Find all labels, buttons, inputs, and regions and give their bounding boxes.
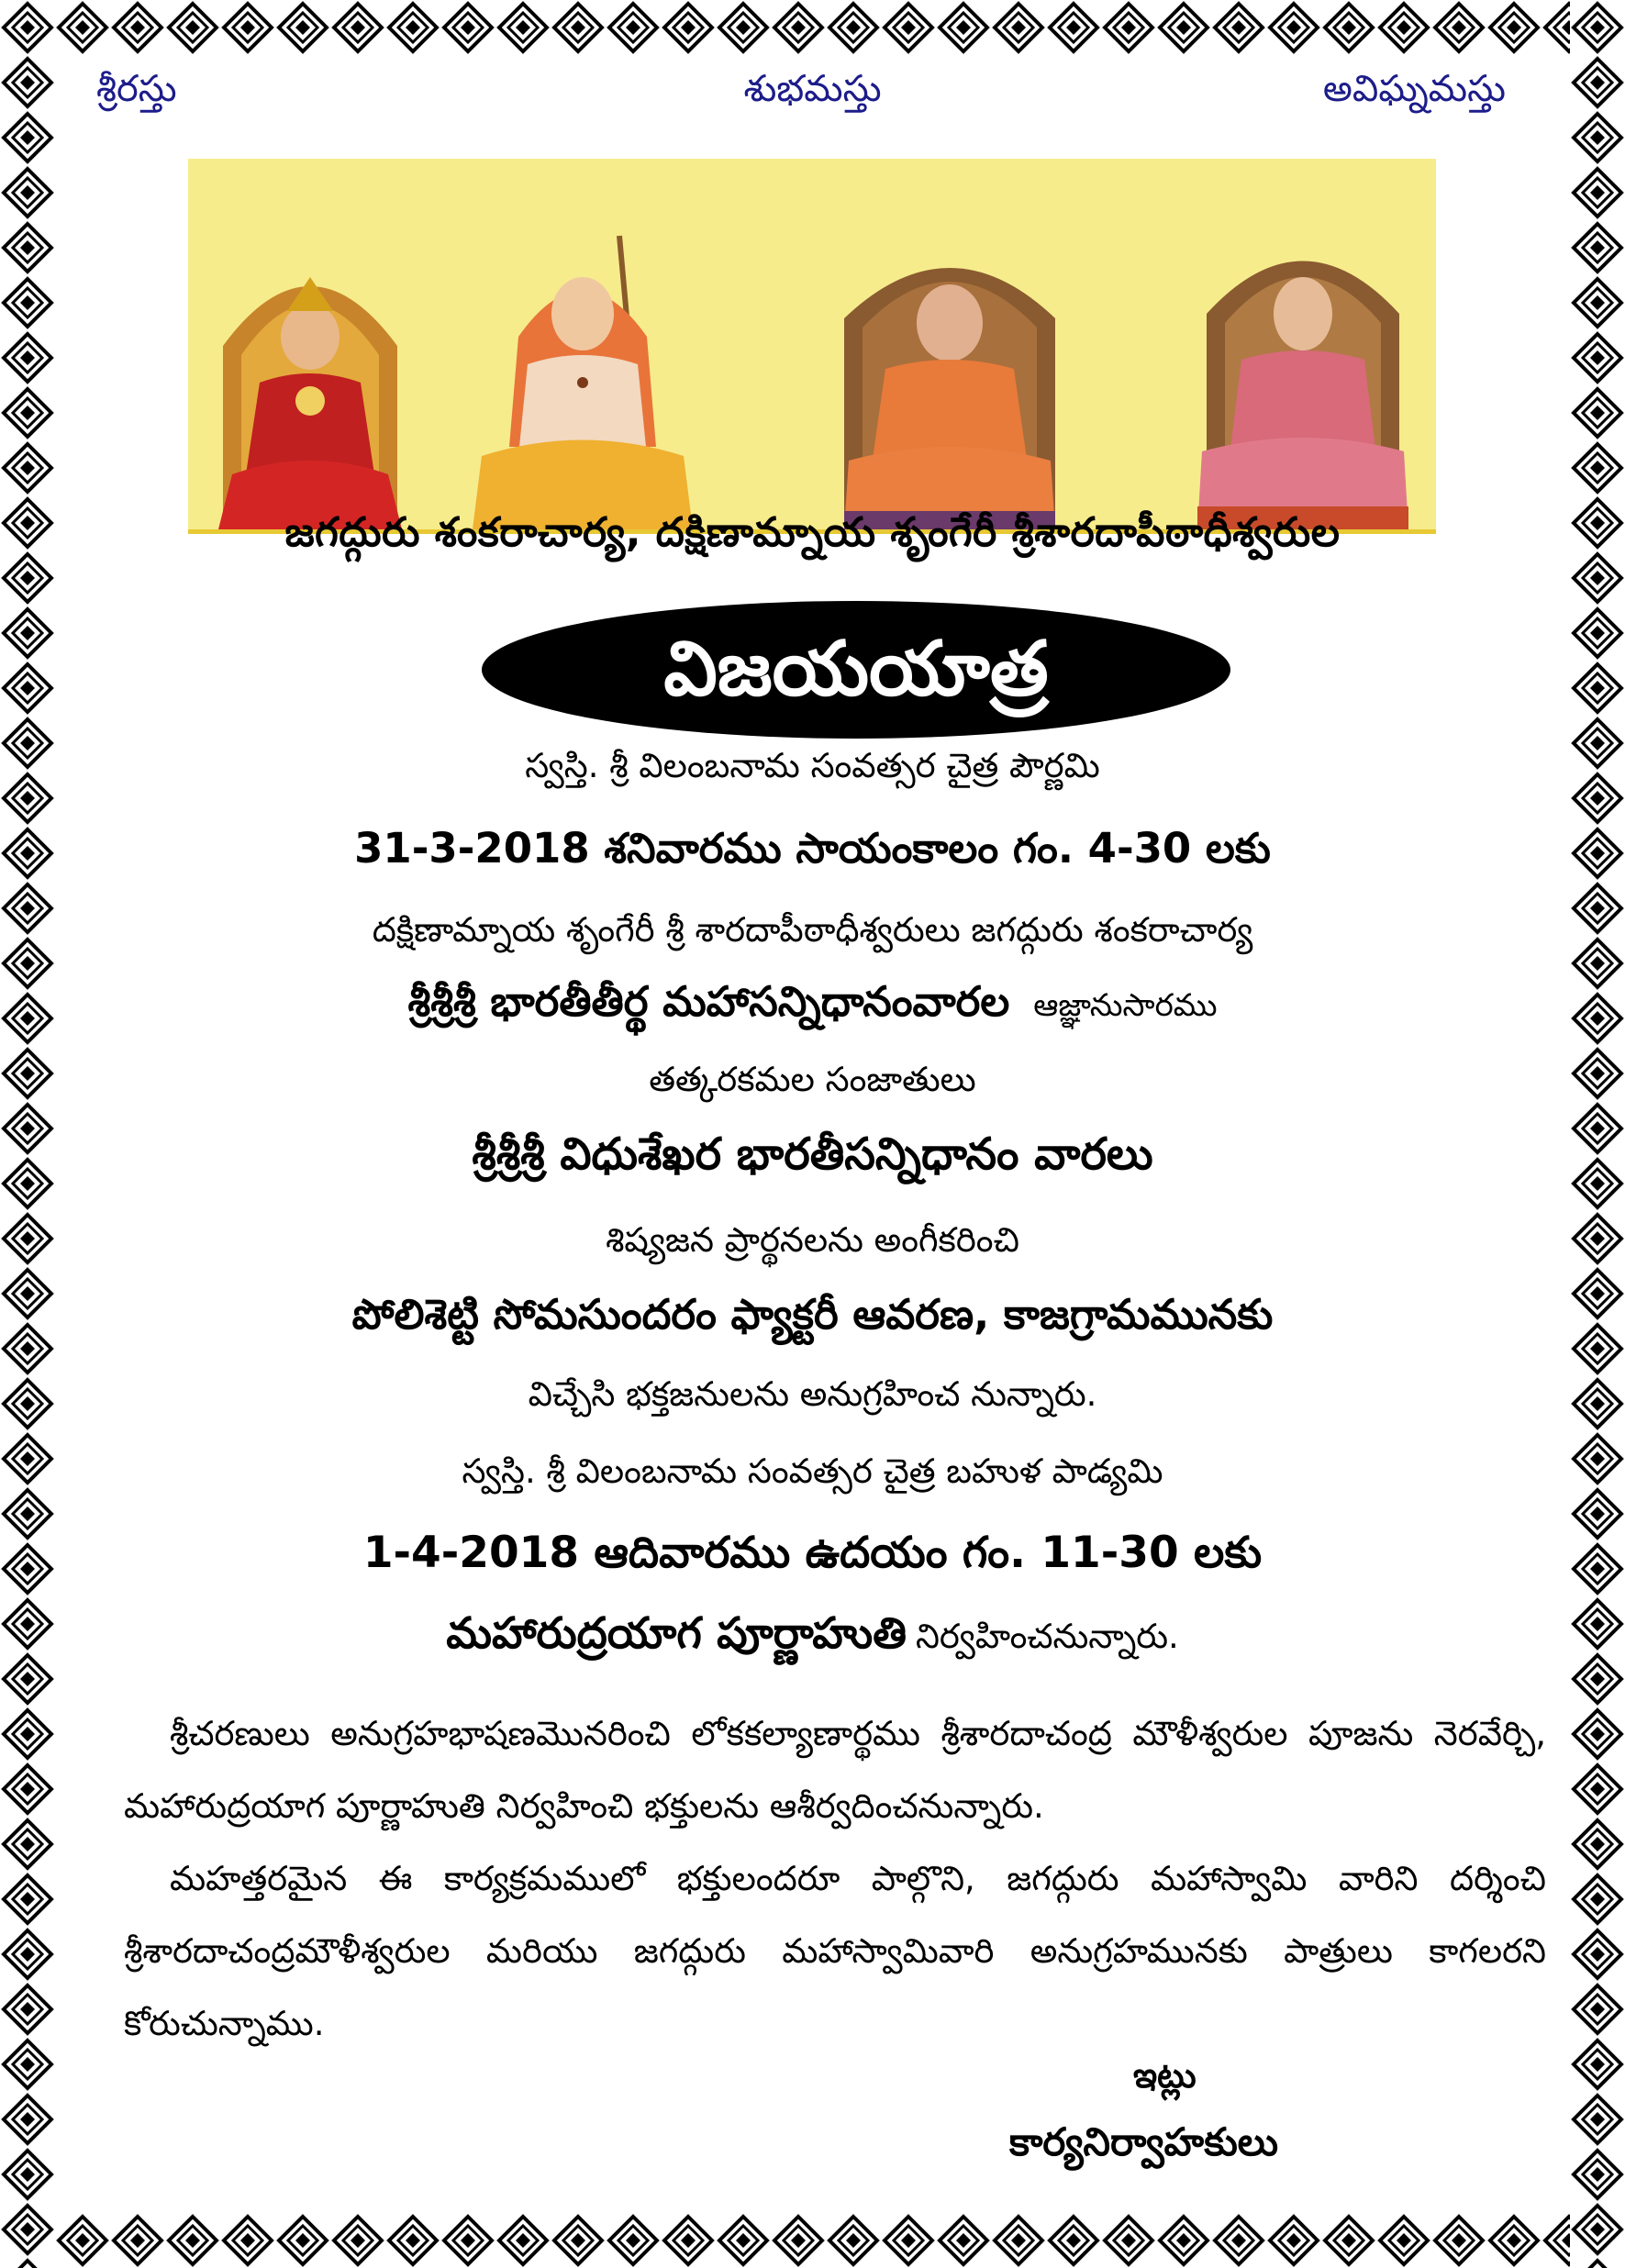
deity-banner: [188, 159, 1436, 534]
bottom-border-pattern: [0, 2213, 1625, 2268]
left-border-pattern: [0, 0, 55, 2268]
info-line-12-small: నిర్వహించనున్నారు.: [915, 1617, 1179, 1656]
info-line-5: తత్కరకమల సంజాతులు: [649, 1060, 976, 1099]
info-line-12-bold: మహారుద్రయాగ పూర్ణాహుతి: [446, 1608, 907, 1659]
time-line-2: 1-4-2018 ఆదివారము ఉదయం గం. 11-30 లకు: [362, 1528, 1263, 1578]
benedictions-row: [55, 68, 1570, 123]
info-line-3: దక్షిణామ్నాయ శృంగేరీ శ్రీ శారదాపీఠాధీశ్వరులు జగద్గురు శంకరాచార్య: [372, 910, 1253, 950]
bharati-tirtha-figure-image: [830, 236, 1069, 529]
info-line-6: శ్రీశ్రీశ్రీ విధుశేఖర భారతీసన్నిధానం వారలు: [472, 1128, 1153, 1180]
info-line-12: [55, 1608, 1570, 1669]
right-border-pattern: [1570, 0, 1625, 2268]
info-line-4-small: ఆజ్ఞానుసారము: [1033, 987, 1218, 1024]
signature-line-2: కార్యనిర్వాహకులు: [1009, 2119, 1279, 2164]
date-line-2: స్వస్తి. శ్రీ విలంబనామ సంవత్సర చైత్ర బహుళ పాడ్యమి: [462, 1451, 1163, 1491]
time-line-1: 31-3-2018 శనివారము సాయంకాలం గం. 4-30 లకు: [354, 824, 1271, 873]
organization-header: జగద్గురు శంకరాచార్య, దక్షిణామ్నాయ శృంగేరీ శ్రీశారదాపీఠాధీశ్వరుల: [284, 509, 1341, 556]
info-line-9: విచ్చేసి భక్తజనులను అనుగ్రహించ నున్నారు.: [528, 1374, 1097, 1414]
top-border-pattern: [0, 0, 1625, 55]
info-line-4-bold: శ్రీశ్రీశ్రీ భారతీతీర్థ మహాసన్నిధానంవారల: [407, 977, 1010, 1026]
info-line-4: [55, 977, 1570, 1036]
invitation-body: [55, 55, 1570, 2213]
paragraph-2: మహత్తరమైన ఈ కార్యక్రమములో భక్తులందరూ పాల్గొని, జగద్గురు మహాస్వామి వారిని దర్శించి శ్రీశారదాచంద్రమౌళీశ్వరుల మరియు జగద్గురు మహాస్వామివారి అనుగ్రహమునకు పాత్రులు కాగలరని కోరుచున్నాము.: [124, 1859, 1546, 2043]
goddess-figure-image: [205, 236, 416, 529]
vidhushekhara-bharati-figure-image: [1188, 227, 1418, 529]
paragraph-1: శ్రీచరణులు అనుగ్రహభాషణమొనరించి లోకకల్యాణార్థము శ్రీశారదాచంద్ర మౌళీశ్వరుల పూజను నెరవేర్చి, మహారుద్రయాగ పూర్ణాహుతి నిర్వహించి భక్తులను ఆశీర్వదించనున్నారు.: [124, 1714, 1546, 1826]
benediction-center: శుభమస్తు: [743, 68, 882, 110]
date-line-1: స్వస్తి. శ్రీ విలంబనామ సంవత్సర చైత్ర పౌర్ణమి: [525, 746, 1100, 785]
info-line-7: శిష్యజన ప్రార్థనలను అంగీకరించి: [606, 1220, 1019, 1260]
venue-line: పోలిశెట్టి సోమసుందరం ఫ్యాక్టరీ ఆవరణ, కాజగ్రామమునకు: [351, 1290, 1274, 1339]
benediction-left: శ్రీరస్తు: [96, 68, 177, 110]
benediction-right: అవిఘ్నమస్తు: [1322, 68, 1506, 110]
shankaracharya-figure-image: [463, 227, 702, 529]
page-title: విజయయాత్ర: [663, 626, 1049, 713]
signature-line-1: ఇట్లు: [1133, 2055, 1196, 2096]
